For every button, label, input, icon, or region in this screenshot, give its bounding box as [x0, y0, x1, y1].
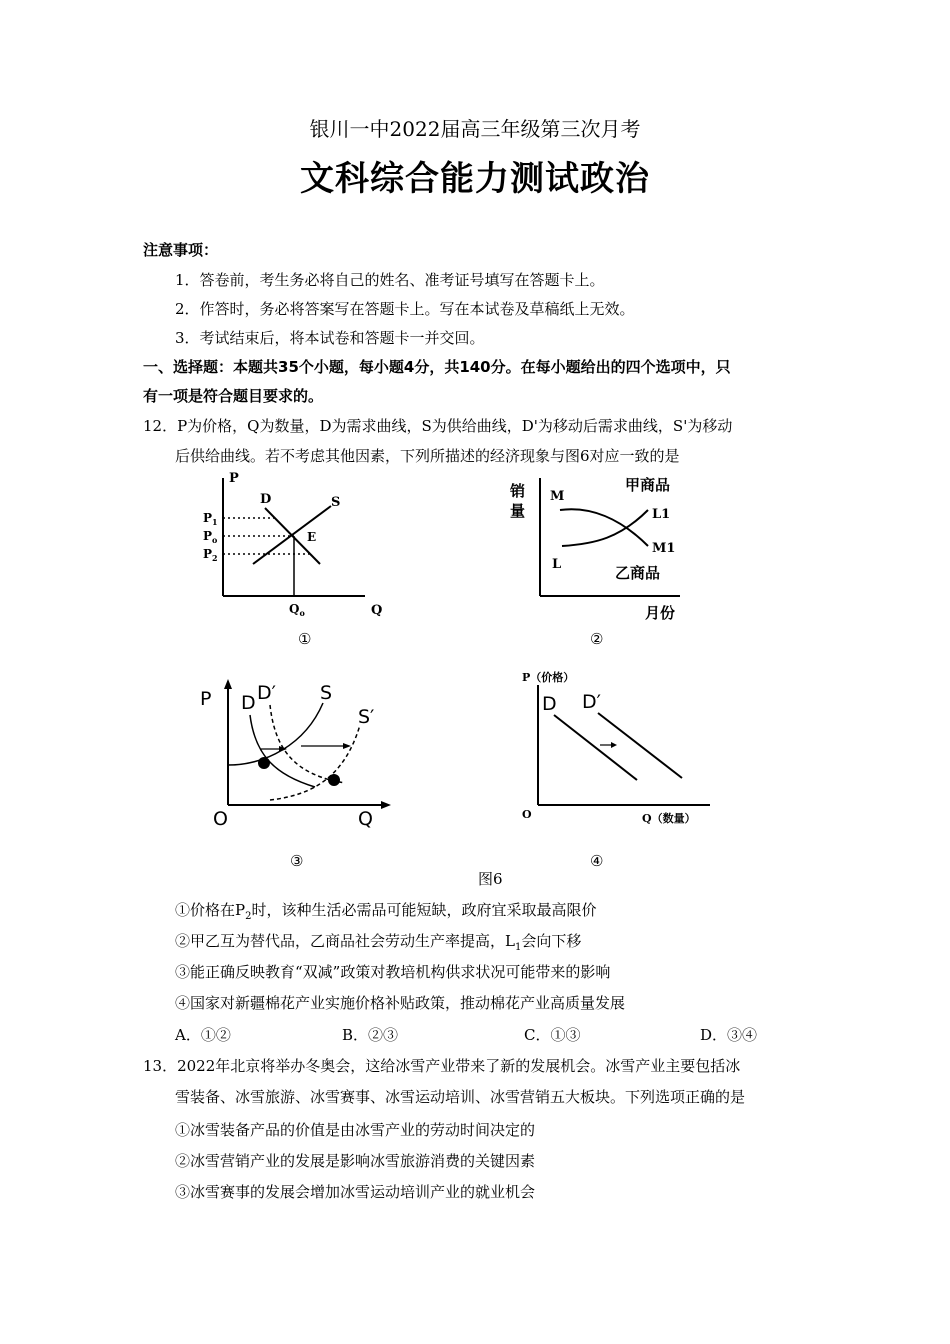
f2-axis-y1: 销	[510, 482, 526, 500]
f3-equilibrium-1	[258, 757, 270, 769]
q13-stem-cont: 雪装备、冰雪旅游、冰雪赛事、冰雪运动培训、冰雪营销五大板块。下列选项正确的是	[175, 1088, 746, 1106]
f2-label-m: M	[550, 489, 565, 504]
f4-label-d: D	[542, 693, 557, 715]
figure-1-supply-demand	[195, 468, 395, 648]
f2-label-jia: 甲商品	[625, 476, 671, 494]
f3-label-s: S	[320, 682, 333, 704]
notice-item: 2．作答时，务必将答案写在答题卡上。写在本试卷及草稿纸上无效。	[175, 300, 635, 318]
q12-option-d: D．③④	[700, 1026, 758, 1044]
q13-stem: 13．2022年北京将举办冬奥会，这给冰雪产业带来了新的发展机会。冰雪产业主要包括冰	[143, 1057, 741, 1075]
figure-4-demand-shift	[510, 665, 720, 875]
paper-title: 文科综合能力测试政治	[300, 159, 650, 199]
f3-curve-sp	[270, 725, 360, 800]
f3-caption: ③	[290, 852, 304, 870]
exam-title: 银川一中2022届高三年级第三次月考	[309, 117, 641, 141]
f3-label-dp: D′	[257, 682, 276, 704]
q12-statement-4: ④国家对新疆棉花产业实施价格补贴政策，推动棉花产业高质量发展	[175, 994, 626, 1012]
f2-label-yi: 乙商品	[615, 564, 661, 582]
q12-statement-3: ③能正确反映教育“双减”政策对教培机构供求状况可能带来的影响	[175, 963, 611, 981]
f1-label-p2: $P_2$	[203, 547, 218, 563]
notice-item: 3．考试结束后，将本试卷和答题卡一并交回。	[175, 329, 485, 347]
f3-equilibrium-2	[328, 774, 340, 786]
q12-option-b: B．②③	[342, 1026, 399, 1044]
f4-caption: ④	[590, 852, 604, 870]
q13-statement-3: ③冰雪赛事的发展会增加冰雪运动培训产业的就业机会	[175, 1183, 536, 1201]
f3-label-sp: S′	[358, 706, 375, 728]
f1-label-q0: $Q_o$	[289, 602, 305, 618]
q12-option-c: C．①③	[524, 1026, 581, 1044]
f1-label-p0: $P_o$	[203, 529, 218, 545]
f1-caption: ①	[298, 630, 312, 648]
f1-axis-q: Q	[371, 603, 383, 618]
f3-axis-q: Q	[358, 808, 373, 830]
f1-label-d: D	[260, 492, 272, 507]
figure-2-sales-trend	[480, 468, 700, 648]
f4-axis-o: O	[522, 808, 532, 821]
q12-statement-1: ①价格在$P_2$时，该种生活必需品可能短缺，政府宜采取最高限价	[175, 901, 597, 922]
q12-stem-cont: 后供给曲线。若不考虑其他因素，下列所描述的经济现象与图6对应一致的是	[175, 447, 680, 465]
notice-item: 1．答卷前，考生务必将自己的姓名、准考证号填写在答题卡上。	[175, 271, 605, 289]
f1-label-e: E	[307, 530, 317, 544]
section-heading: 一、选择题：本题共35个小题，每小题4分，共140分。在每小题给出的四个选项中，只	[143, 358, 731, 376]
q13-statement-2: ②冰雪营销产业的发展是影响冰雪旅游消费的关键因素	[175, 1152, 536, 1170]
figure-3-shift	[195, 675, 395, 875]
f4-axis-p: P（价格）	[522, 671, 575, 684]
figure-caption: 图6	[478, 870, 503, 888]
f4-line-d	[554, 715, 637, 780]
f4-axis-q: Q（数量）	[642, 812, 696, 825]
q12-statement-2: ②甲乙互为替代品，乙商品社会劳动生产率提高，$L_1$会向下移	[175, 932, 582, 953]
f4-label-dp: D′	[582, 691, 601, 713]
f2-label-m1: M1	[652, 541, 676, 556]
f3-curve-d	[250, 715, 315, 787]
f3-axis-o: O	[213, 808, 228, 830]
f2-label-l: L	[552, 557, 562, 572]
f1-label-p1: $P_1$	[203, 511, 218, 527]
q12-stem: 12．P为价格，Q为数量，D为需求曲线，S为供给曲线，D'为移动后需求曲线，S'为移动	[143, 417, 733, 435]
section-heading-cont: 有一项是符合题目要求的。	[143, 387, 324, 405]
f3-label-d: D	[241, 692, 256, 714]
f1-supply-line	[253, 506, 331, 564]
f2-curve-m	[560, 509, 648, 546]
f2-axis-y2: 量	[510, 502, 526, 520]
q12-option-a: A．①②	[175, 1026, 231, 1044]
q13-statement-1: ①冰雪装备产品的价值是由冰雪产业的劳动时间决定的	[175, 1121, 536, 1139]
f1-label-s: S	[331, 495, 341, 510]
f3-axis-p: P	[200, 688, 212, 710]
f2-label-l1: L1	[652, 507, 671, 522]
f2-caption: ②	[590, 630, 604, 648]
f2-axis-x: 月份	[645, 604, 676, 622]
notice-title: 注意事项：	[143, 241, 219, 259]
f1-axis-p: P	[229, 471, 239, 486]
